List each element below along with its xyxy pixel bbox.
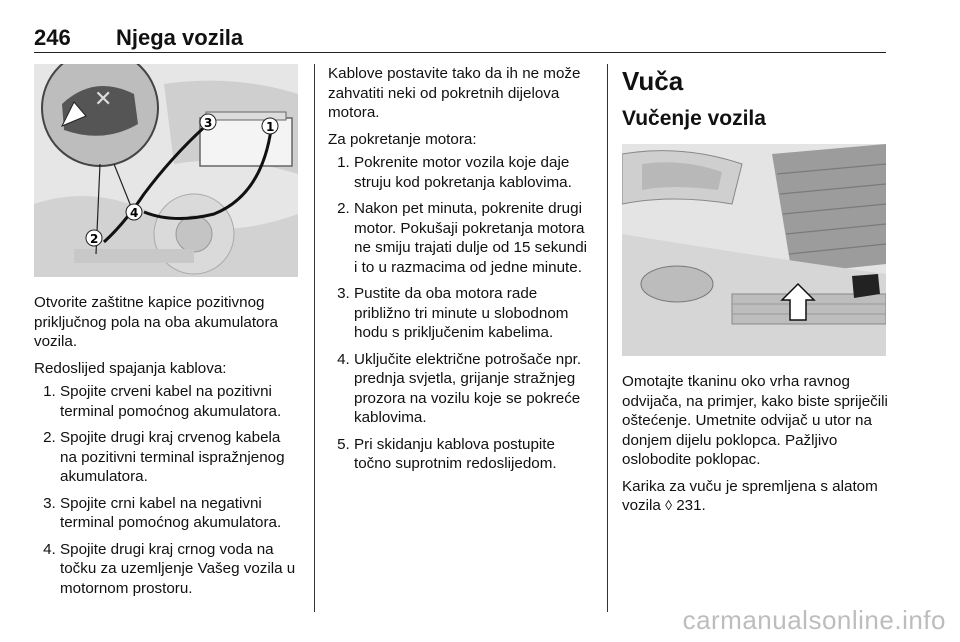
column-divider-right bbox=[607, 64, 608, 612]
section-heading: Vuča bbox=[622, 66, 684, 96]
page-header bbox=[34, 22, 886, 53]
watermark: carmanualsonline.info bbox=[682, 605, 946, 635]
figure-label-1 bbox=[262, 118, 278, 134]
intro-text: Otvorite zaštitne kapice pozitivnog priključnog pola na oba akumulatora vozila. bbox=[34, 294, 279, 350]
column-towing bbox=[622, 64, 888, 523]
start-label: Za pokretanje motora: bbox=[328, 130, 477, 148]
page-title: Njega vozila bbox=[116, 25, 244, 50]
connect-steps-list bbox=[34, 382, 298, 598]
svg-text:3: 3 bbox=[204, 116, 213, 130]
list-item: 3. Spojite crni kabel na negativni terminal pomoćnog akumulatora. bbox=[60, 494, 298, 533]
figure-label-2 bbox=[86, 230, 102, 246]
figure-label-3 bbox=[200, 114, 216, 130]
page-reference-link[interactable]: 231. bbox=[676, 497, 706, 514]
start-steps-list bbox=[328, 153, 594, 474]
svg-text:4: 4 bbox=[130, 206, 139, 220]
section-subheading: Vučenje vozila bbox=[622, 107, 766, 130]
towing-eye-cover-illustration bbox=[622, 144, 886, 356]
list-item: 3. Pustite da oba motora rade približno tri minute u slobodnom hodu s priključenim kabelima. bbox=[354, 284, 594, 343]
towing-eye-reference bbox=[622, 477, 888, 516]
column-jump-start-connect bbox=[34, 64, 298, 605]
list-item: 4. Spojite drugi kraj crnog voda na točku za uzemljenje Vašeg vozila u motornom prostoru. bbox=[60, 540, 298, 599]
svg-text:1: 1 bbox=[266, 120, 275, 134]
column-start-engine bbox=[328, 64, 594, 481]
column-divider-left bbox=[314, 64, 315, 612]
list-item: 1. Pokrenite motor vozila koje daje struju kod pokretanja kablovima. bbox=[354, 153, 594, 192]
list-item: 4. Uključite električne potrošače npr. prednja svjetla, grijanje stražnjeg prozora na vozilu koje se pokreće kablovima. bbox=[354, 350, 594, 428]
list-item: 2. Nakon pet minuta, pokrenite drugi motor. Pokušaji pokretanja motora ne smiju trajati dulje od 15 sekundi i to u razmacima od jedne minute. bbox=[354, 199, 594, 277]
jump-start-illustration bbox=[34, 64, 298, 277]
towing-eye-text: Karika za vuču je spremljena s alatom vozila bbox=[622, 477, 878, 514]
figure-label-4 bbox=[126, 204, 142, 220]
svg-text:2: 2 bbox=[90, 232, 99, 246]
sequence-label: Redoslijed spajanja kablova: bbox=[34, 359, 227, 377]
list-item: 1. Spojite crveni kabel na pozitivni terminal pomoćnog akumulatora. bbox=[60, 382, 298, 421]
page-number: 246 bbox=[34, 25, 71, 50]
list-item: 2. Spojite drugi kraj crvenog kabela na pozitivni terminal ispražnjenog akumulatora. bbox=[60, 428, 298, 487]
svg-text:✕: ✕ bbox=[94, 87, 113, 112]
towing-instructions: Omotajte tkaninu oko vrha ravnog odvijača, na primjer, kako biste spriječili oštećenje. Umetnite odvijač u utor na donjem dijelu poklopca. Pažljivo oslobodite poklopac. bbox=[622, 373, 888, 468]
intro-text: Kablove postavite tako da ih ne može zahvatiti neki od pokretnih dijelova motora. bbox=[328, 65, 581, 121]
page-reference-icon: ◊ bbox=[665, 497, 672, 513]
list-item: 5. Pri skidanju kablova postupite točno suprotnim redoslijedom. bbox=[354, 435, 594, 474]
